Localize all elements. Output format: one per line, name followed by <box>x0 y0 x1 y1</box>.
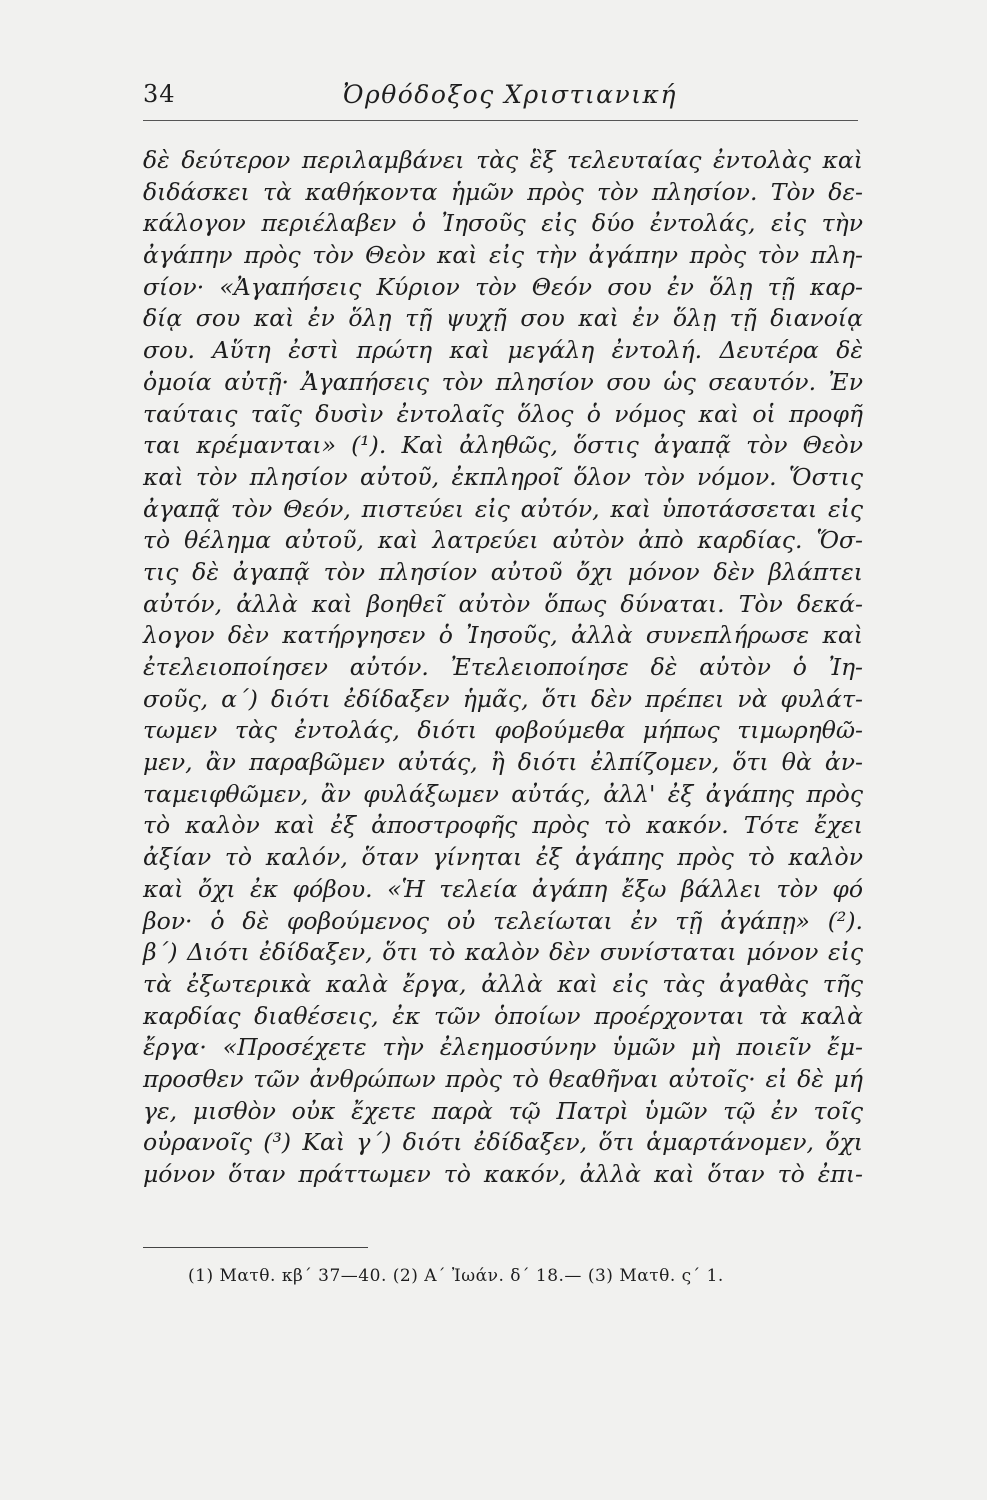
text-line: μόνον ὅταν πράττωμεν τὸ κακόν, ἀλλὰ καὶ ὅταν τὸ ἐπι- <box>143 1160 863 1188</box>
text-line: καὶ ὄχι ἐκ φόβου. «Ἡ τελεία ἀγάπη ἔξω βάλλει τὸν φό <box>143 874 863 903</box>
text-line: ται κρέμανται» (¹). Καὶ ἀληθῶς, ὅστις ἀγαπᾷ τὸν Θεὸν <box>143 431 863 460</box>
text-line: ἔργα· «Προσέχετε τὴν ἐλεημοσύνην ὑμῶν μὴ ποιεῖν ἔμ- <box>143 1033 863 1062</box>
running-title: Ὀρθόδοξος Χριστιανική <box>343 80 677 109</box>
text-line: τὰ ἐξωτερικὰ καλὰ ἔργα, ἀλλὰ καὶ εἰς τὰς ἀγαθὰς τῆς <box>143 969 863 998</box>
text-line: ἀγάπην πρὸς τὸν Θεὸν καὶ εἰς τὴν ἀγάπην πρὸς τὸν πλη- <box>143 241 863 270</box>
text-line: ταμειφθῶμεν, ἂν φυλάξωμεν αὐτάς, ἀλλ' ἐξ ἀγάπης πρὸς <box>143 779 863 808</box>
text-line: διδάσκει τὰ καθήκοντα ἡμῶν πρὸς τὸν πλησίον. Τὸν δε- <box>143 177 863 206</box>
text-line: σοῦς, α΄) διότι ἐδίδαξεν ἡμᾶς, ὅτι δὲν πρέπει νὰ φυλάτ- <box>143 684 863 713</box>
text-line: καρδίας διαθέσεις, ἐκ τῶν ὁποίων προέρχονται τὰ καλὰ <box>143 1001 863 1030</box>
text-line: τωμεν τὰς ἐντολάς, διότι φοβούμεθα μήπως τιμωρηθῶ- <box>143 716 863 745</box>
text-line: γε, μισθὸν οὐκ ἔχετε παρὰ τῷ Πατρὶ ὑμῶν τῷ ἐν τοῖς <box>143 1096 863 1125</box>
text-line: σου. Αὕτη ἐστὶ πρώτη καὶ μεγάλη ἐντολή. Δευτέρα δὲ <box>143 336 863 365</box>
text-line: ἀξίαν τὸ καλόν, ὅταν γίνηται ἐξ ἀγάπης πρὸς τὸ καλὸν <box>143 843 863 872</box>
text-line: μεν, ἂν παραβῶμεν αὐτάς, ἢ διότι ἐλπίζομεν, ὅτι θὰ ἀν- <box>143 748 863 777</box>
text-line: κάλογον περιέλαβεν ὁ Ἰησοῦς εἰς δύο ἐντολάς, εἰς τὴν <box>143 209 863 238</box>
text-line: λογον δὲν κατήργησεν ὁ Ἰησοῦς, ἀλλὰ συνεπλήρωσε καὶ <box>143 621 863 650</box>
text-line: σίον· «Ἀγαπήσεις Κύριον τὸν Θεόν σου ἐν ὅλῃ τῇ καρ- <box>143 272 863 301</box>
text-line: δὲ δεύτερον περιλαμβάνει τὰς ἓξ τελευταίας ἐντολὰς καὶ <box>143 146 863 174</box>
footnotes: (1) Ματθ. κβ΄ 37—40. (2) Α΄ Ἰωάν. δ΄ 18.— (3) Ματθ. ς΄ 1. <box>188 1266 724 1286</box>
page-header <box>143 80 858 120</box>
text-line: αὐτόν, ἀλλὰ καὶ βοηθεῖ αὐτὸν ὅπως δύναται. Τὸν δεκά- <box>143 589 863 618</box>
page-number: 34 <box>143 80 176 108</box>
footnote-rule <box>143 1247 368 1248</box>
text-line: βον· ὁ δὲ φοβούμενος οὐ τελείωται ἐν τῇ ἀγάπῃ» (²). <box>143 906 863 935</box>
text-line: β΄) Διότι ἐδίδαξεν, ὅτι τὸ καλὸν δὲν συνίσταται μόνον εἰς <box>143 938 863 967</box>
text-line: καὶ τὸν πλησίον αὐτοῦ, ἐκπληροῖ ὅλον τὸν νόμον. Ὅστις <box>143 462 863 491</box>
text-line: δίᾳ σου καὶ ἐν ὅλῃ τῇ ψυχῇ σου καὶ ἐν ὅλῃ τῇ διανοίᾳ <box>143 304 863 333</box>
text-line: τις δὲ ἀγαπᾷ τὸν πλησίον αὐτοῦ ὄχι μόνον δὲν βλάπτει <box>143 557 863 586</box>
text-line: ἀγαπᾷ τὸν Θεόν, πιστεύει εἰς αὐτόν, καὶ ὑποτάσσεται εἰς <box>143 494 863 523</box>
text-line: ταύταις ταῖς δυσὶν ἐντολαῖς ὅλος ὁ νόμος καὶ οἱ προφῆ <box>143 399 863 428</box>
text-line: προσθεν τῶν ἀνθρώπων πρὸς τὸ θεαθῆναι αὐτοῖς· εἰ δὲ μή <box>143 1064 863 1093</box>
text-line: τὸ καλὸν καὶ ἐξ ἀποστροφῆς πρὸς τὸ κακόν. Τότε ἔχει <box>143 811 863 840</box>
body-text <box>143 145 863 1191</box>
text-line: ἐτελειοποίησεν αὐτόν. Ἐτελειοποίησε δὲ αὐτὸν ὁ Ἰη- <box>143 653 863 681</box>
text-line: ὁμοία αὐτῇ· Ἀγαπήσεις τὸν πλησίον σου ὡς σεαυτόν. Ἐν <box>143 367 863 396</box>
text-line: τὸ θέλημα αὐτοῦ, καὶ λατρεύει αὐτὸν ἀπὸ καρδίας. Ὅσ- <box>143 526 863 555</box>
text-line: οὐρανοῖς (³) Καὶ γ΄) διότι ἐδίδαξεν, ὅτι ἁμαρτάνομεν, ὄχι <box>143 1128 863 1157</box>
header-rule <box>143 120 858 121</box>
